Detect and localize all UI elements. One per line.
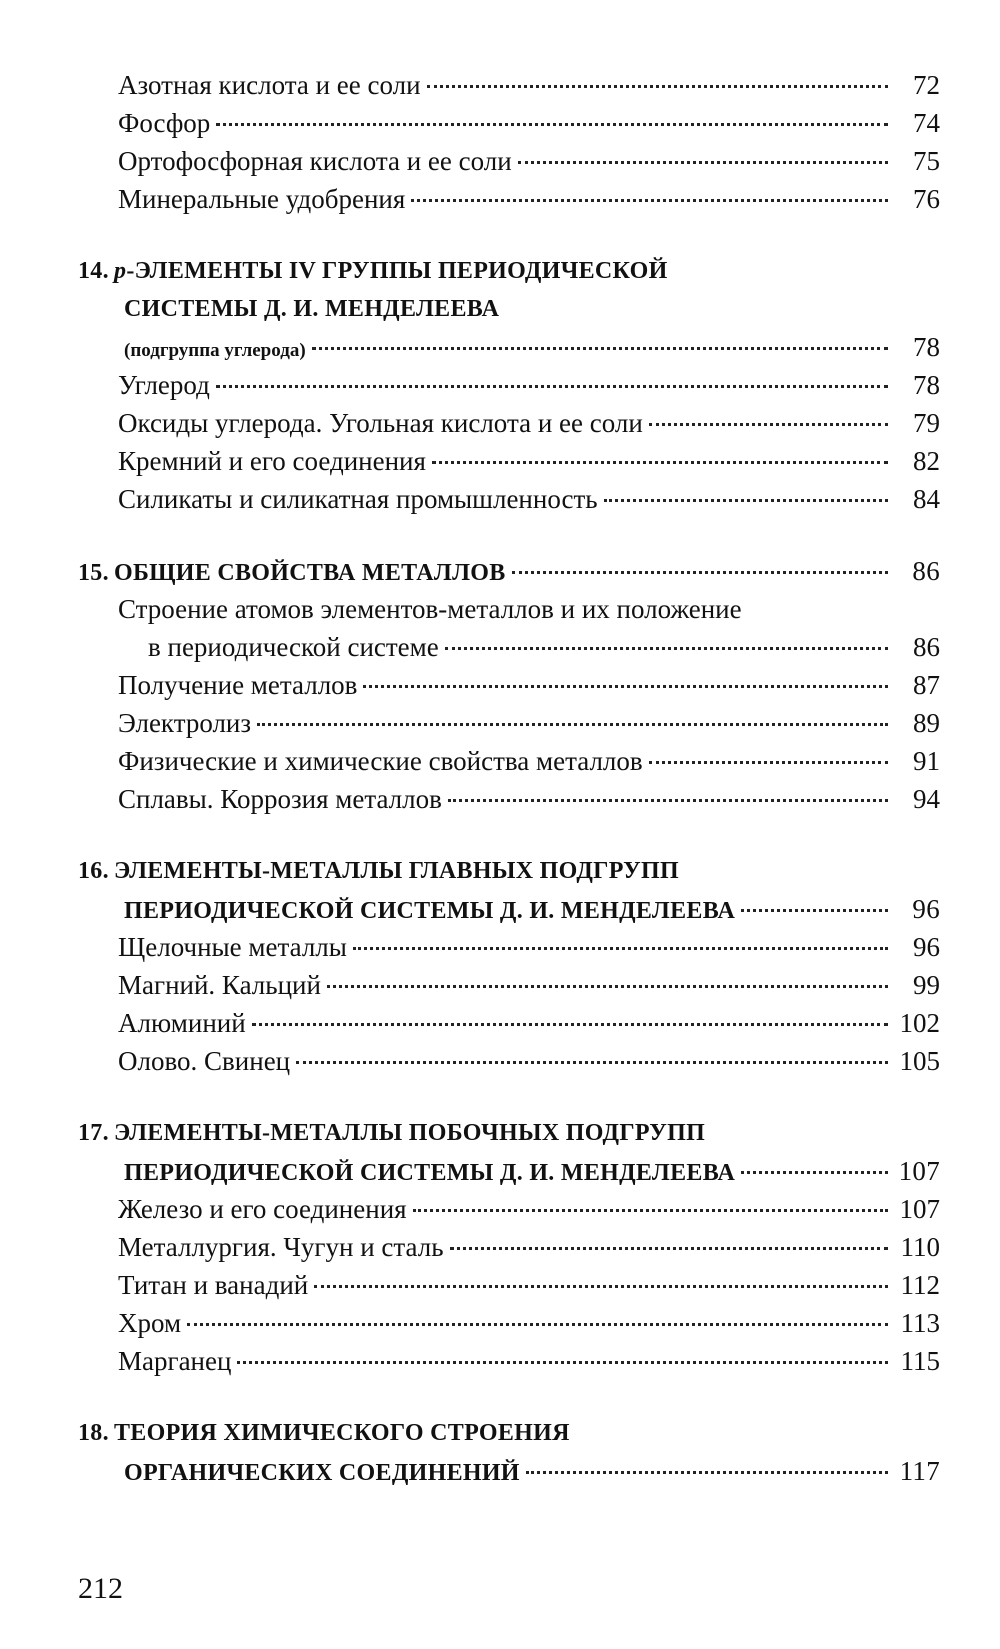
toc-entry-title: Азотная кислота и ее соли [118, 70, 421, 100]
toc-entry [78, 966, 940, 1004]
dot-leader [432, 461, 888, 464]
toc-entry-page: 72 [913, 70, 940, 100]
toc-entry-page: 105 [899, 1046, 940, 1076]
dot-leader [216, 123, 888, 126]
chapter-page: 78 [913, 332, 940, 362]
dot-leader [327, 985, 888, 988]
chapter-heading-16-cont [78, 890, 940, 928]
toc-entry-title: Марганец [118, 1346, 232, 1376]
toc-entry-title-line2: в периодической системе [148, 632, 439, 662]
dot-leader [363, 685, 888, 688]
dot-leader [237, 1361, 888, 1364]
toc-entry [78, 928, 940, 966]
dot-leader [526, 1471, 888, 1474]
chapter-page: 96 [912, 894, 940, 924]
toc-entry-title: Физические и химические свойства металлов [118, 746, 643, 776]
toc-entry-title: Алюминий [118, 1008, 246, 1038]
chapter-heading-17-cont [78, 1152, 940, 1190]
dot-leader [312, 347, 888, 350]
toc-entry-page: 99 [913, 970, 940, 1000]
chapter-title-line1 [114, 252, 668, 290]
table-of-contents [78, 66, 940, 1490]
toc-entry-title: Щелочные металлы [118, 932, 347, 962]
toc-entry [78, 142, 940, 180]
dot-leader [216, 385, 888, 388]
toc-entry [78, 442, 940, 480]
dot-leader [257, 723, 888, 726]
toc-entry [78, 704, 940, 742]
chapter-title-line1: ЭЛЕМЕНТЫ-МЕТАЛЛЫ ГЛАВНЫХ ПОДГРУПП [114, 858, 679, 884]
dot-leader [448, 799, 888, 802]
toc-entry [78, 1304, 940, 1342]
page-number: 212 [78, 1572, 123, 1605]
toc-entry-page: 74 [913, 108, 940, 138]
toc-entry-page: 75 [913, 146, 940, 176]
toc-entry-title: Титан и ванадий [118, 1270, 309, 1300]
dot-leader [741, 1171, 888, 1174]
toc-entry-page: 84 [913, 484, 940, 514]
dot-leader [649, 761, 888, 764]
toc-entry-page: 110 [900, 1232, 940, 1262]
toc-entry-title: Ортофосфорная кислота и ее соли [118, 146, 512, 176]
toc-entry [78, 780, 940, 818]
chapter-subtitle: (подгруппа углерода) [124, 340, 306, 361]
p-letter: p [114, 258, 127, 284]
toc-entry-page: 76 [913, 184, 940, 214]
toc-entry-title: Углерод [118, 370, 210, 400]
toc-entry [78, 1342, 940, 1380]
chapter-page: 86 [912, 556, 940, 586]
toc-entry-page: 87 [913, 670, 940, 700]
toc-entry [78, 1004, 940, 1042]
toc-entry-page: 86 [913, 632, 940, 662]
dot-leader [296, 1061, 888, 1064]
chapter-heading-17 [78, 1114, 940, 1152]
toc-entry-title: Металлургия. Чугун и сталь [118, 1232, 444, 1262]
chapter-page: 107 [898, 1156, 940, 1186]
dot-leader [413, 1209, 888, 1212]
dot-leader [411, 199, 888, 202]
toc-entry-page: 113 [900, 1308, 940, 1338]
chapter-heading-18-cont [78, 1452, 940, 1490]
dot-leader [518, 161, 888, 164]
section-gap [78, 218, 940, 252]
toc-entry [78, 480, 940, 518]
toc-entry-title: Оксиды углерода. Угольная кислота и ее соли [118, 408, 643, 438]
chapter-heading-14-cont [78, 290, 940, 328]
section-gap [78, 1380, 940, 1414]
toc-entry-page: 82 [913, 446, 940, 476]
toc-entry-page: 89 [913, 708, 940, 738]
chapter-number: 14. [78, 258, 109, 284]
toc-entry-page: 112 [900, 1270, 940, 1300]
toc-entry [78, 1042, 940, 1080]
dot-leader [741, 909, 888, 912]
toc-entry [78, 104, 940, 142]
dot-leader [427, 85, 888, 88]
toc-entry [78, 1190, 940, 1228]
dot-leader [450, 1247, 888, 1250]
toc-entry-title: Железо и его соединения [118, 1194, 407, 1224]
toc-entry-page: 78 [913, 370, 940, 400]
toc-entry-title: Магний. Кальций [118, 970, 321, 1000]
chapter-heading-15 [78, 552, 940, 590]
chapter-heading-14-subtitle [78, 328, 940, 366]
toc-entry [78, 404, 940, 442]
toc-entry [78, 66, 940, 104]
chapter-heading-18 [78, 1414, 940, 1452]
toc-entry-page: 91 [913, 746, 940, 776]
chapter-title-line2: ОРГАНИЧЕСКИХ СОЕДИНЕНИЙ [124, 1460, 520, 1486]
section-gap [78, 518, 940, 552]
chapter-title-line1: ЭЛЕМЕНТЫ-МЕТАЛЛЫ ПОБОЧНЫХ ПОДГРУПП [114, 1120, 706, 1146]
dot-leader [445, 647, 888, 650]
dot-leader [512, 571, 888, 574]
toc-entry-title: Хром [118, 1308, 182, 1338]
chapter-title-line2: ПЕРИОДИЧЕСКОЙ СИСТЕМЫ Д. И. МЕНДЕЛЕЕВА [124, 898, 736, 924]
toc-entry-title: Электролиз [118, 708, 252, 738]
dot-leader [187, 1323, 888, 1326]
dot-leader [353, 947, 888, 950]
toc-entry-page: 102 [899, 1008, 940, 1038]
toc-entry-page: 79 [913, 408, 940, 438]
chapter-title-line2: ПЕРИОДИЧЕСКОЙ СИСТЕМЫ Д. И. МЕНДЕЛЕЕВА [124, 1160, 736, 1186]
toc-entry-page: 94 [913, 784, 940, 814]
chapter-heading-16 [78, 852, 940, 890]
chapter-title: ОБЩИЕ СВОЙСТВА МЕТАЛЛОВ [114, 560, 506, 586]
chapter-number: 15. [78, 560, 109, 586]
toc-entry [78, 1228, 940, 1266]
toc-entry-title: Минеральные удобрения [118, 184, 406, 214]
dot-leader [649, 423, 888, 426]
toc-entry-title: Фосфор [118, 108, 211, 138]
toc-entry-title: Сплавы. Коррозия металлов [118, 784, 442, 814]
toc-entry-title: Получение металлов [118, 670, 358, 700]
toc-entry [78, 742, 940, 780]
dot-leader [604, 499, 888, 502]
toc-entry-wrap [78, 590, 940, 628]
toc-entry [78, 628, 940, 666]
chapter-page: 117 [899, 1456, 940, 1486]
dot-leader [314, 1285, 888, 1288]
chapter-title-line2: СИСТЕМЫ Д. И. МЕНДЕЛЕЕВА [124, 296, 500, 322]
section-gap [78, 1080, 940, 1114]
chapter-number: 16. [78, 858, 109, 884]
toc-entry-page: 107 [899, 1194, 940, 1224]
chapter-number: 18. [78, 1420, 109, 1446]
toc-entry-page: 115 [900, 1346, 940, 1376]
section-gap [78, 818, 940, 852]
toc-entry-title-line1: Строение атомов элементов-металлов и их положение [118, 594, 742, 624]
toc-entry-title: Кремний и его соединения [118, 446, 426, 476]
chapter-number: 17. [78, 1120, 109, 1146]
toc-entry-title: Олово. Свинец [118, 1046, 291, 1076]
toc-entry [78, 666, 940, 704]
chapter-title-line1: ТЕОРИЯ ХИМИЧЕСКОГО СТРОЕНИЯ [114, 1420, 570, 1446]
toc-entry [78, 180, 940, 218]
chapter-heading-14 [78, 252, 940, 290]
toc-entry-page: 96 [913, 932, 940, 962]
chapter-title-rest: -ЭЛЕМЕНТЫ IV ГРУППЫ ПЕРИОДИЧЕСКОЙ [126, 258, 668, 284]
toc-entry [78, 1266, 940, 1304]
toc-entry-title: Силикаты и силикатная промышленность [118, 484, 598, 514]
toc-entry [78, 366, 940, 404]
dot-leader [252, 1023, 888, 1026]
